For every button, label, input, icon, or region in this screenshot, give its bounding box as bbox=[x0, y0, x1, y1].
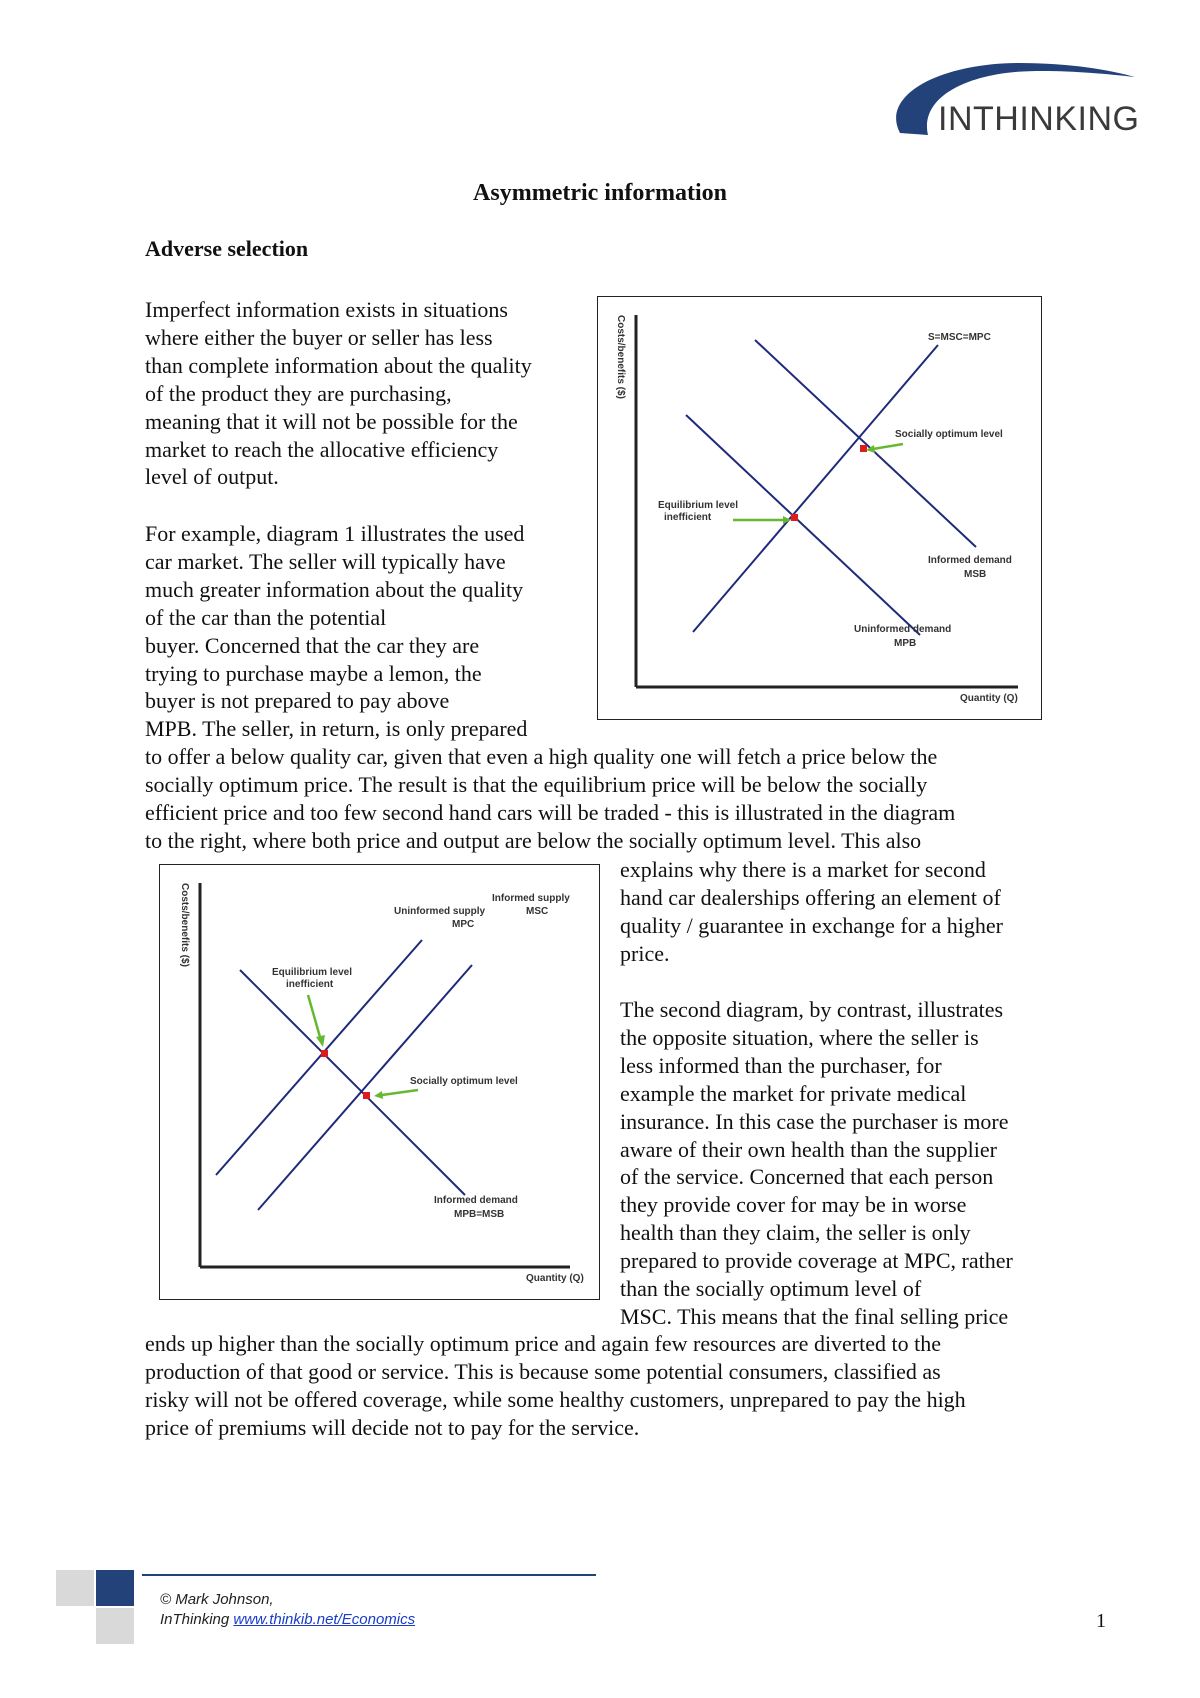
informed-supply-label: Informed supply bbox=[492, 893, 570, 904]
informed-demand-label-2: MSB bbox=[964, 569, 987, 580]
section-heading: Adverse selection bbox=[145, 236, 309, 261]
text-line: The second diagram, by contrast, illustrates bbox=[620, 997, 1004, 1022]
text-line: production of that good or service. This is because some potential consumers, classified as bbox=[145, 1358, 941, 1384]
optimum-arrow-icon bbox=[873, 444, 903, 449]
informed-supply-label-2: MSC bbox=[526, 906, 549, 917]
text-line: they provide cover for may be in worse bbox=[620, 1192, 967, 1218]
text-line: price of premiums will decide not to pay for the service. bbox=[145, 1414, 640, 1440]
footer-brand: InThinking bbox=[160, 1611, 234, 1628]
x-axis-label: Quantity (Q) bbox=[526, 1273, 584, 1284]
text-line: than complete information about the quality bbox=[145, 352, 532, 378]
page-title: Asymmetric information bbox=[473, 180, 727, 206]
text-line: For example, diagram 1 illustrates the used bbox=[145, 521, 525, 546]
text-line: market to reach the allocative efficiency bbox=[145, 436, 499, 462]
uninformed-demand-label-2: MPB bbox=[894, 638, 917, 649]
text-line: of the service. Concerned that each person bbox=[620, 1164, 994, 1190]
optimum-arrow-icon bbox=[382, 1090, 418, 1095]
text-line: health than they claim, the seller is only bbox=[620, 1220, 971, 1246]
equilibrium-label: Equilibrium level bbox=[272, 967, 353, 978]
equilibrium-arrowhead-icon bbox=[316, 1035, 325, 1047]
equilibrium-point bbox=[791, 514, 798, 521]
y-axis-label: Costs/benefits ($) bbox=[179, 883, 190, 967]
informed-demand-label: Informed demand bbox=[434, 1195, 518, 1206]
text-line: to offer a below quality car, given that even a high quality one will fetch a price below the bbox=[145, 744, 938, 770]
text-line: much greater information about the quality bbox=[145, 576, 524, 602]
text-line: where either the buyer or seller has less bbox=[145, 324, 493, 350]
socially-optimum-point bbox=[363, 1092, 370, 1099]
text-line: prepared to provide coverage at MPC, rather bbox=[620, 1248, 1013, 1274]
text-line: level of output. bbox=[145, 464, 279, 490]
footer-brand-line bbox=[160, 1610, 415, 1630]
paragraph-3 bbox=[620, 996, 1013, 1331]
text-line: the opposite situation, where the seller is bbox=[620, 1024, 979, 1050]
logo-text: INTHINKING bbox=[938, 100, 1140, 138]
text-line: of the car than the potential bbox=[145, 604, 387, 630]
supply-label: S=MSC=MPC bbox=[928, 332, 991, 343]
text-line: of the product they are purchasing, bbox=[145, 380, 452, 406]
text-line: hand car dealerships offering an element of bbox=[620, 884, 1001, 910]
text-line: meaning that it will not be possible for the bbox=[145, 408, 518, 434]
text-line: less informed than the purchaser, for bbox=[620, 1052, 942, 1078]
text-line: Imperfect information exists in situations bbox=[145, 297, 508, 322]
text-line: car market. The seller will typically have bbox=[145, 548, 506, 574]
text-line: insurance. In this case the purchaser is more bbox=[620, 1108, 1009, 1134]
page-number: 1 bbox=[1096, 1610, 1106, 1632]
paragraph-2-continued bbox=[620, 856, 1003, 968]
text-line: risky will not be offered coverage, while some healthy customers, unprepared to pay the high bbox=[145, 1386, 966, 1412]
text-line: socially optimum price. The result is that the equilibrium price will be below the socially bbox=[145, 772, 928, 798]
text-line: ends up higher than the socially optimum price and again few resources are diverted to the bbox=[145, 1331, 942, 1356]
text-line: than the socially optimum level of bbox=[620, 1276, 922, 1302]
diagram-1-used-car-market bbox=[597, 296, 1042, 720]
inthinking-logo bbox=[880, 55, 1140, 145]
text-line: MPB. The seller, in return, is only prepared bbox=[145, 716, 528, 742]
uninformed-supply-label: Uninformed supply bbox=[394, 906, 486, 917]
equilibrium-label-2: inefficient bbox=[664, 512, 712, 523]
informed-demand-curve-msb bbox=[755, 340, 976, 547]
text-line: aware of their own health than the supplier bbox=[620, 1136, 997, 1162]
text-line: explains why there is a market for second bbox=[620, 857, 986, 882]
footer-copyright: © Mark Johnson, bbox=[160, 1591, 274, 1608]
text-line: example the market for private medical bbox=[620, 1080, 967, 1106]
footer-squares-decoration bbox=[56, 1570, 136, 1650]
equilibrium-arrow-icon bbox=[308, 995, 320, 1037]
socially-optimum-label: Socially optimum level bbox=[895, 429, 1003, 440]
diagram-2-medical-insurance bbox=[159, 864, 600, 1300]
text-line: buyer. Concerned that the car they are bbox=[145, 632, 480, 658]
y-axis-label: Costs/benefits ($) bbox=[615, 315, 626, 399]
text-line: quality / guarantee in exchange for a higher bbox=[620, 912, 1004, 938]
uninformed-supply-label-2: MPC bbox=[452, 919, 475, 930]
optimum-arrowhead-icon bbox=[374, 1091, 383, 1099]
footer-credits bbox=[160, 1590, 415, 1630]
informed-supply-curve-msc bbox=[258, 965, 472, 1210]
text-line: price. bbox=[620, 940, 670, 966]
text-line: buyer is not prepared to pay above bbox=[145, 688, 450, 714]
supply-curve-s-msc-mpc bbox=[693, 345, 938, 632]
paragraph-1 bbox=[145, 296, 532, 491]
uninformed-demand-label: Uninformed demand bbox=[854, 624, 952, 635]
text-line: to the right, where both price and output are below the socially optimum level. This also bbox=[145, 827, 922, 853]
text-line: MSC. This means that the final selling price bbox=[620, 1303, 1009, 1329]
equilibrium-label-2: inefficient bbox=[286, 979, 334, 990]
text-line: trying to purchase maybe a lemon, the bbox=[145, 660, 482, 686]
socially-optimum-label: Socially optimum level bbox=[410, 1076, 518, 1087]
text-line: efficient price and too few second hand cars will be traded - this is illustrated in the diagram bbox=[145, 800, 956, 826]
equilibrium-point bbox=[321, 1050, 328, 1057]
footer-divider bbox=[142, 1574, 596, 1576]
informed-demand-label-2: MPB=MSB bbox=[454, 1209, 505, 1220]
footer-url-link[interactable]: www.thinkib.net/Economics bbox=[233, 1611, 416, 1628]
informed-demand-label: Informed demand bbox=[928, 555, 1012, 566]
paragraph-3-continued bbox=[145, 1330, 966, 1442]
socially-optimum-point bbox=[860, 445, 867, 452]
equilibrium-label: Equilibrium level bbox=[658, 500, 739, 511]
x-axis-label: Quantity (Q) bbox=[960, 693, 1018, 704]
